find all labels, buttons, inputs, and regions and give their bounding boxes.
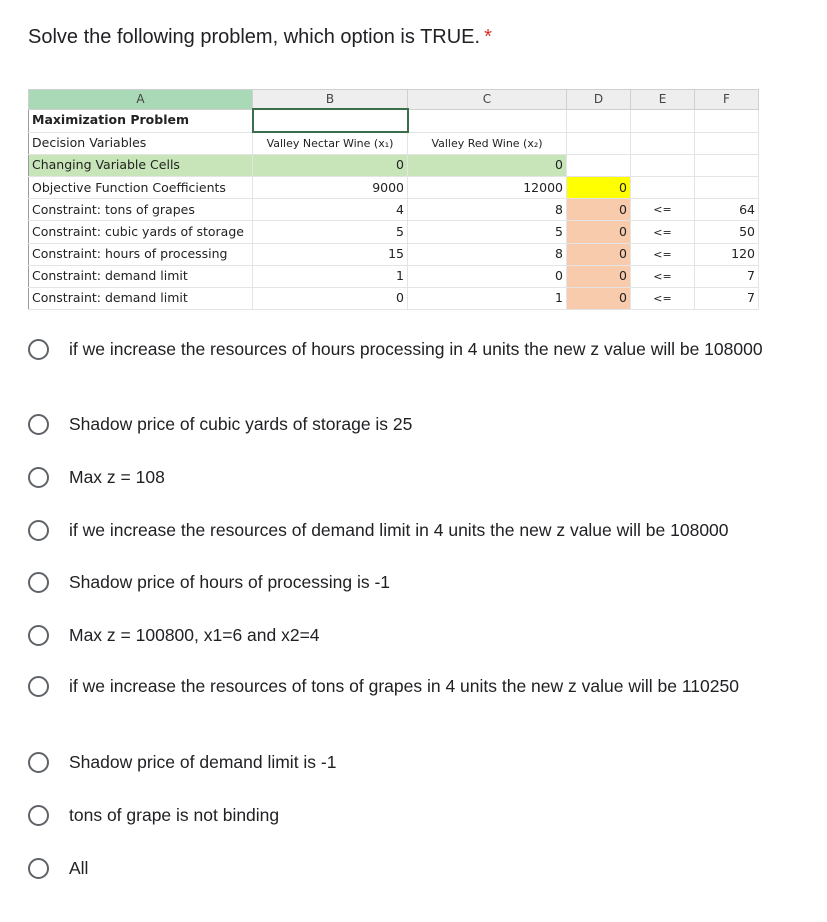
cell-var-x2: Valley Red Wine (x₂) xyxy=(408,132,567,155)
cell-operator: <= xyxy=(631,265,695,287)
option-label: Shadow price of cubic yards of storage is 25 xyxy=(69,414,413,434)
question-text: Solve the following problem, which option is TRUE. xyxy=(28,26,481,48)
required-asterisk: * xyxy=(484,26,492,48)
cell-value: 12000 xyxy=(408,177,567,199)
column-header-f: F xyxy=(695,90,759,110)
constraint-lhs-cell: 0 xyxy=(567,221,631,243)
radio-circle-icon[interactable] xyxy=(28,805,49,826)
cell xyxy=(631,132,695,155)
radio-circle-icon[interactable] xyxy=(28,676,49,697)
sheet-row xyxy=(29,265,759,287)
cell-value: 0 xyxy=(408,265,567,287)
option-radio-6[interactable] xyxy=(28,622,799,648)
option-radio-7[interactable] xyxy=(28,673,799,699)
option-radio-10[interactable] xyxy=(28,855,799,881)
radio-circle-icon[interactable] xyxy=(28,625,49,646)
cell-operator: <= xyxy=(631,221,695,243)
constraint-lhs-cell: 0 xyxy=(567,199,631,221)
cell-rhs: 64 xyxy=(695,199,759,221)
selected-cell xyxy=(253,109,408,132)
cell xyxy=(695,109,759,132)
cell-value: 8 xyxy=(408,243,567,265)
cell-value: 15 xyxy=(253,243,408,265)
constraint-lhs-cell: 0 xyxy=(567,287,631,309)
column-header-a: A xyxy=(29,90,253,110)
option-radio-1[interactable] xyxy=(28,336,799,362)
cell-rhs: 50 xyxy=(695,221,759,243)
option-label: if we increase the resources of hours processing in 4 units the new z value will be 108000 xyxy=(69,339,763,359)
cell-label: Constraint: tons of grapes xyxy=(29,199,253,221)
cell-label: Constraint: hours of processing xyxy=(29,243,253,265)
sheet-title-cell: Maximization Problem xyxy=(29,109,253,132)
cell xyxy=(695,132,759,155)
cell-rhs: 120 xyxy=(695,243,759,265)
option-radio-2[interactable] xyxy=(28,411,799,437)
option-radio-5[interactable] xyxy=(28,569,799,595)
option-radio-8[interactable] xyxy=(28,749,799,775)
sheet-row xyxy=(29,199,759,221)
cell xyxy=(631,109,695,132)
radio-circle-icon[interactable] xyxy=(28,520,49,541)
sheet-row xyxy=(29,155,759,177)
radio-circle-icon[interactable] xyxy=(28,339,49,360)
option-label: Shadow price of hours of processing is -1 xyxy=(69,572,390,592)
cell xyxy=(567,109,631,132)
column-header-d: D xyxy=(567,90,631,110)
cell-rhs: 7 xyxy=(695,265,759,287)
cell-value: 8 xyxy=(408,199,567,221)
cell-label: Objective Function Coefficients xyxy=(29,177,253,199)
option-label: Shadow price of demand limit is -1 xyxy=(69,752,337,772)
cell-value: 1 xyxy=(253,265,408,287)
spreadsheet-image xyxy=(28,89,759,310)
option-label: All xyxy=(69,858,89,878)
option-label: Max z = 108 xyxy=(69,467,165,487)
option-label: if we increase the resources of demand limit in 4 units the new z value will be 108000 xyxy=(69,520,729,540)
sheet-row xyxy=(29,177,759,199)
cell xyxy=(631,177,695,199)
radio-circle-icon[interactable] xyxy=(28,467,49,488)
sheet-row xyxy=(29,132,759,155)
cell-value: 0 xyxy=(253,287,408,309)
column-header-c: C xyxy=(408,90,567,110)
sheet-row xyxy=(29,287,759,309)
column-header-e: E xyxy=(631,90,695,110)
cell-var-x1: Valley Nectar Wine (x₁) xyxy=(253,132,408,155)
option-radio-3[interactable] xyxy=(28,464,799,490)
cell xyxy=(567,155,631,177)
cell-label: Constraint: cubic yards of storage xyxy=(29,221,253,243)
option-radio-9[interactable] xyxy=(28,802,799,828)
option-label: tons of grape is not binding xyxy=(69,805,280,825)
cell-operator: <= xyxy=(631,287,695,309)
cell xyxy=(567,132,631,155)
cell-value: 9000 xyxy=(253,177,408,199)
cell-operator: <= xyxy=(631,243,695,265)
cell-value: 5 xyxy=(253,221,408,243)
sheet-row xyxy=(29,221,759,243)
cell-rhs: 7 xyxy=(695,287,759,309)
objective-cell: 0 xyxy=(567,177,631,199)
cell xyxy=(695,155,759,177)
cell-label: Constraint: demand limit xyxy=(29,265,253,287)
sheet-row xyxy=(29,109,759,132)
cell-label: Constraint: demand limit xyxy=(29,287,253,309)
radio-circle-icon[interactable] xyxy=(28,752,49,773)
cell-label: Changing Variable Cells xyxy=(29,155,253,177)
cell-value: 5 xyxy=(408,221,567,243)
radio-circle-icon[interactable] xyxy=(28,858,49,879)
cell xyxy=(631,155,695,177)
cell-value: 4 xyxy=(253,199,408,221)
sheet-row xyxy=(29,243,759,265)
cell xyxy=(408,109,567,132)
column-header-row xyxy=(29,90,759,110)
cell-value: 0 xyxy=(253,155,408,177)
constraint-lhs-cell: 0 xyxy=(567,265,631,287)
option-radio-4[interactable] xyxy=(28,517,799,543)
constraint-lhs-cell: 0 xyxy=(567,243,631,265)
option-label: if we increase the resources of tons of grapes in 4 units the new z value will be 110250 xyxy=(69,676,739,696)
cell-value: 1 xyxy=(408,287,567,309)
cell-label: Decision Variables xyxy=(29,132,253,155)
option-label: Max z = 100800, x1=6 and x2=4 xyxy=(69,625,320,645)
cell xyxy=(695,177,759,199)
cell-operator: <= xyxy=(631,199,695,221)
radio-circle-icon[interactable] xyxy=(28,572,49,593)
question-title xyxy=(28,26,492,49)
radio-circle-icon[interactable] xyxy=(28,414,49,435)
column-header-b: B xyxy=(253,90,408,110)
cell-value: 0 xyxy=(408,155,567,177)
